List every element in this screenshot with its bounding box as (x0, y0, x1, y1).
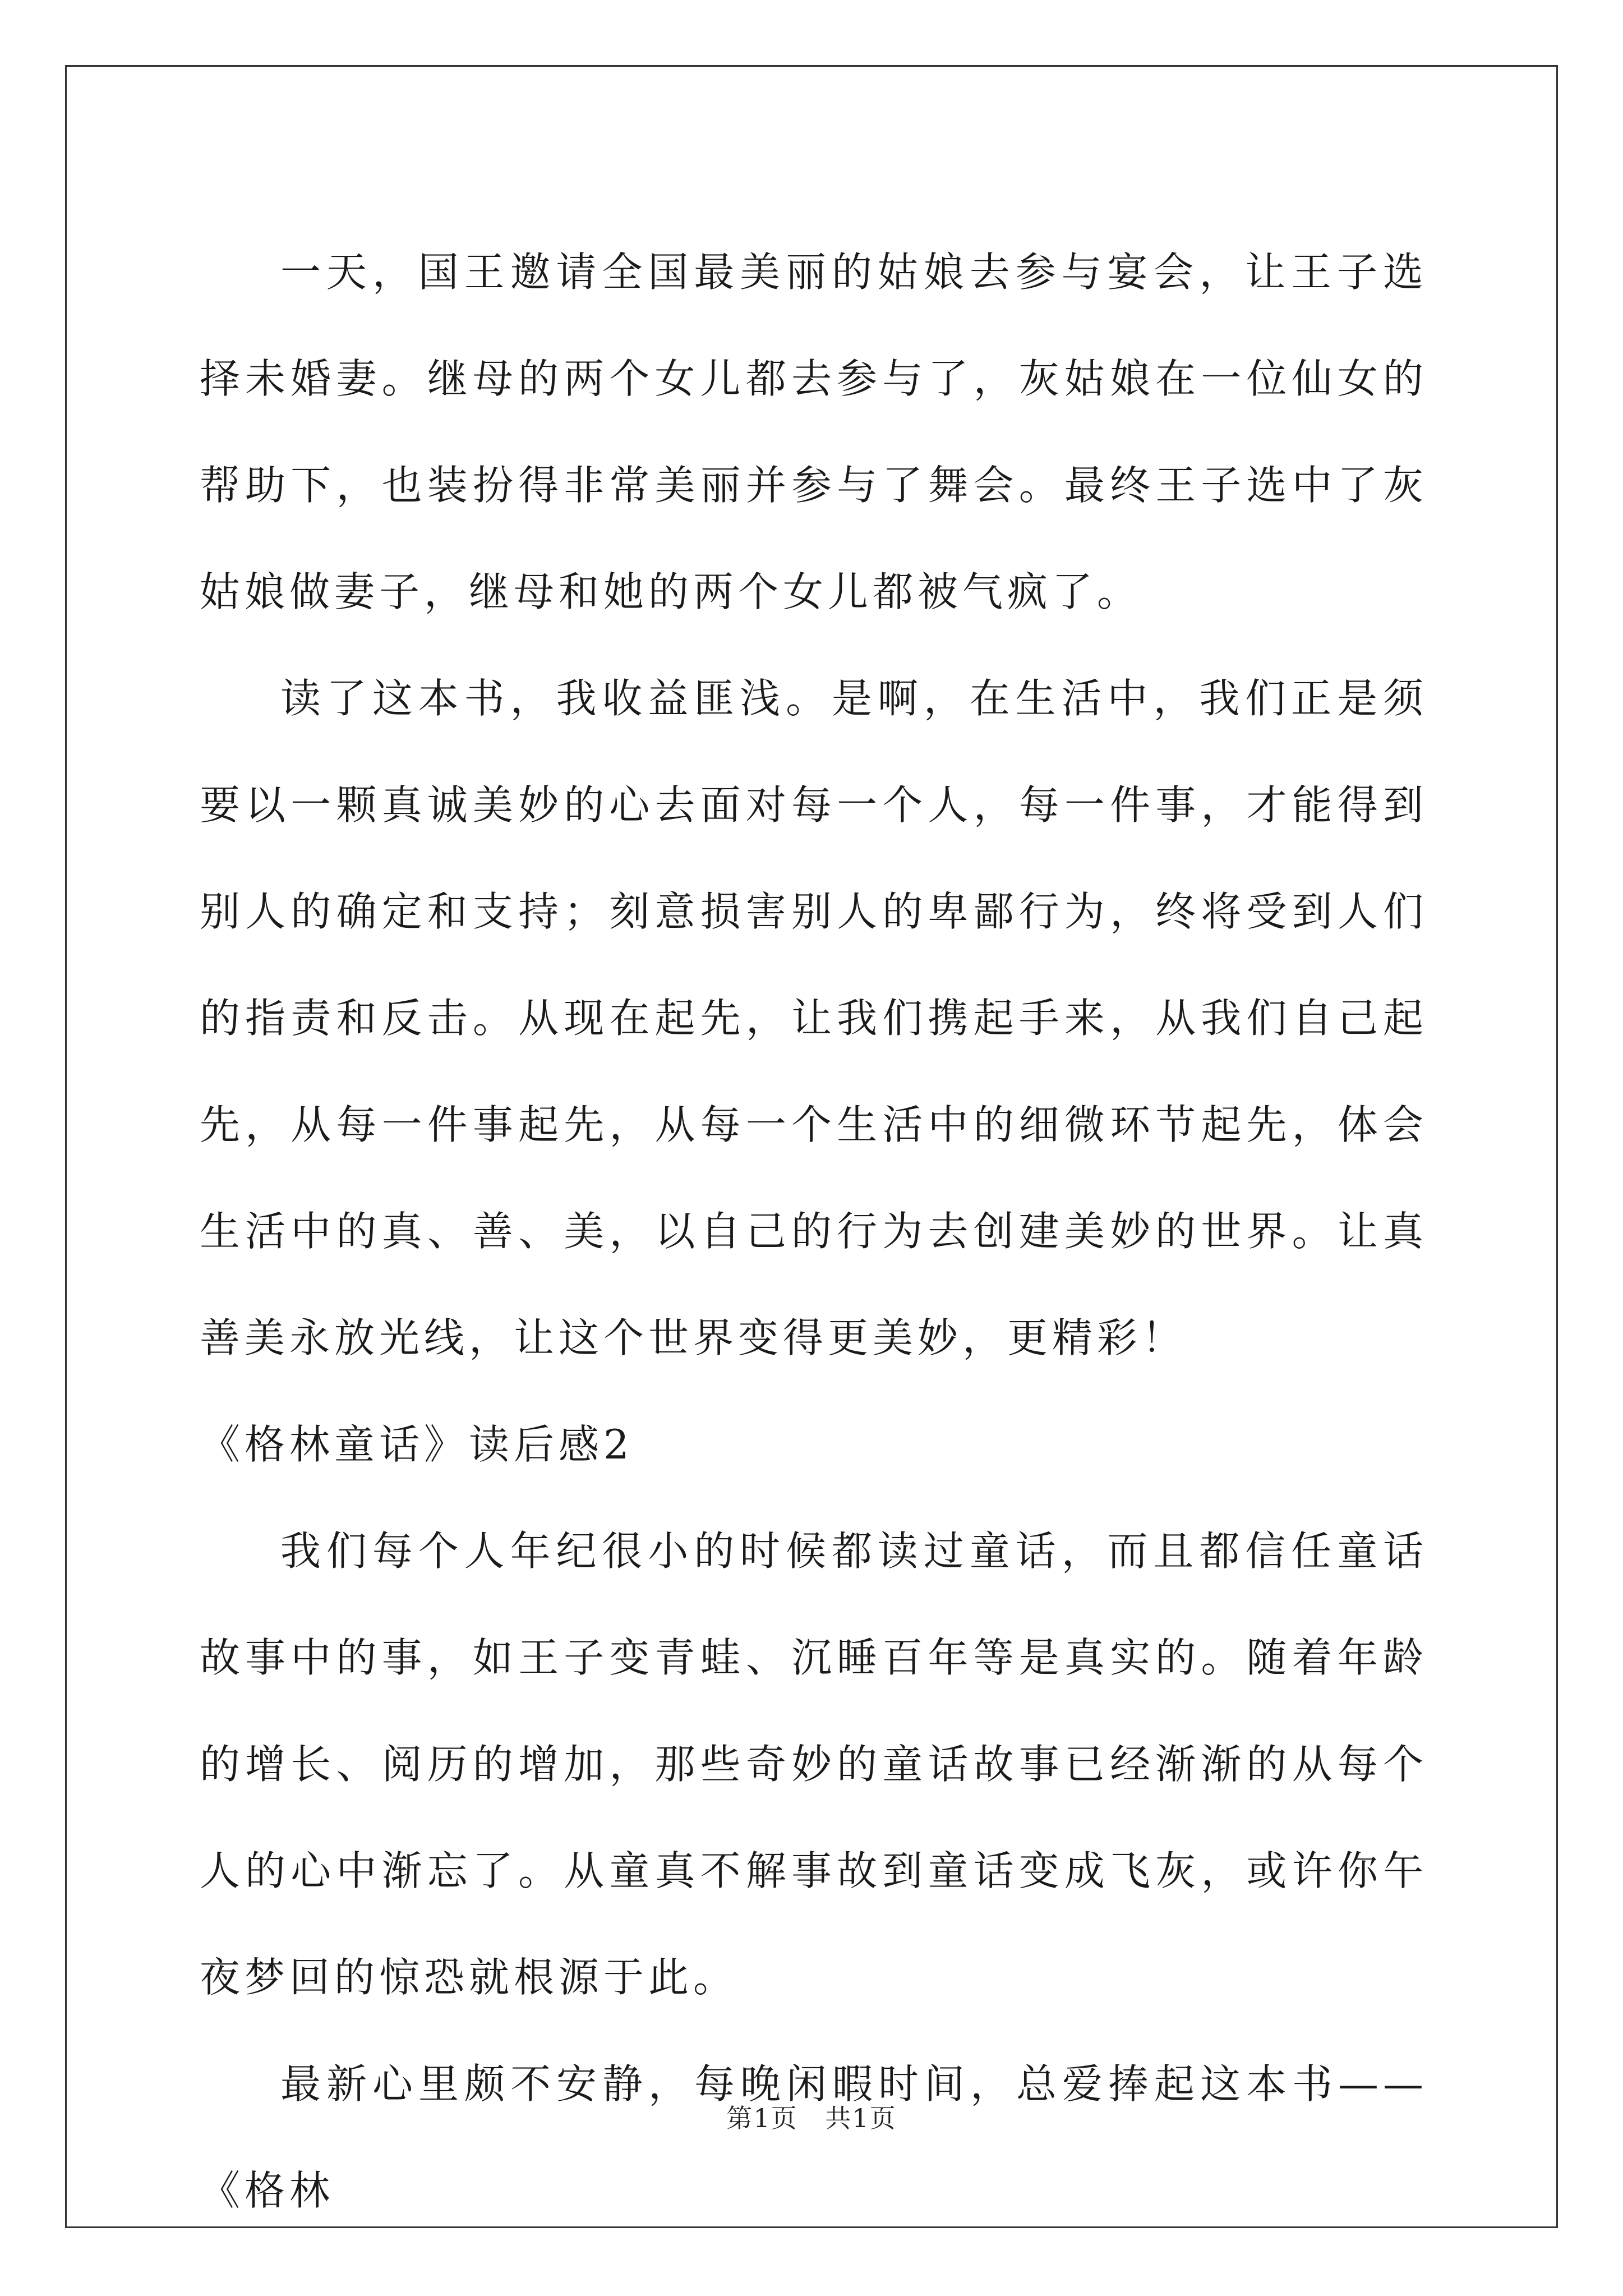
document-body (200, 219, 1428, 2244)
paragraph-recent: 最新心里颇不安静，每晚闲暇时间，总爱捧起这本书——《格林 (200, 2060, 1428, 2214)
paragraph-childhood: 我们每个人年纪很小的时候都读过童话，而且都信任童话故事中的事，如王子变青蛙、沉睡百年等是真实的。随着年龄的增长、阅历的增加，那些奇妙的童话故事已经渐渐的从每个人的心中渐忘了。从童真不解事故到童话变成飞灰，或许你午夜梦回的惊恐就根源于此。 (200, 1527, 1428, 2001)
paragraph-reflection: 读了这本书，我收益匪浅。是啊，在生活中，我们正是须要以一颗真诚美妙的心去面对每一个人，每一件事，才能得到别人的确定和支持；刻意损害别人的卑鄙行为，终将受到人们的指责和反击。从现在起先，让我们携起手来，从我们自己起先，从每一件事起先，从每一个生活中的细微环节起先，体会生活中的真、善、美，以自己的行为去创建美妙的世界。让真善美永放光线，让这个世界变得更美妙，更精彩！ (200, 675, 1428, 1361)
page-footer (0, 2101, 1623, 2135)
section-heading: 《格林童话》读后感2 (200, 1421, 634, 1468)
paragraph-invitation: 一天，国王邀请全国最美丽的姑娘去参与宴会，让王子选择未婚妻。继母的两个女儿都去参与了，灰姑娘在一位仙女的帮助下，也装扮得非常美丽并参与了舞会。最终王子选中了灰姑娘做妻子，继母和她的两个女儿都被气疯了。 (200, 249, 1428, 615)
page-number-current: 第1页 (726, 2103, 798, 2133)
page-number-total: 共1页 (825, 2103, 897, 2133)
